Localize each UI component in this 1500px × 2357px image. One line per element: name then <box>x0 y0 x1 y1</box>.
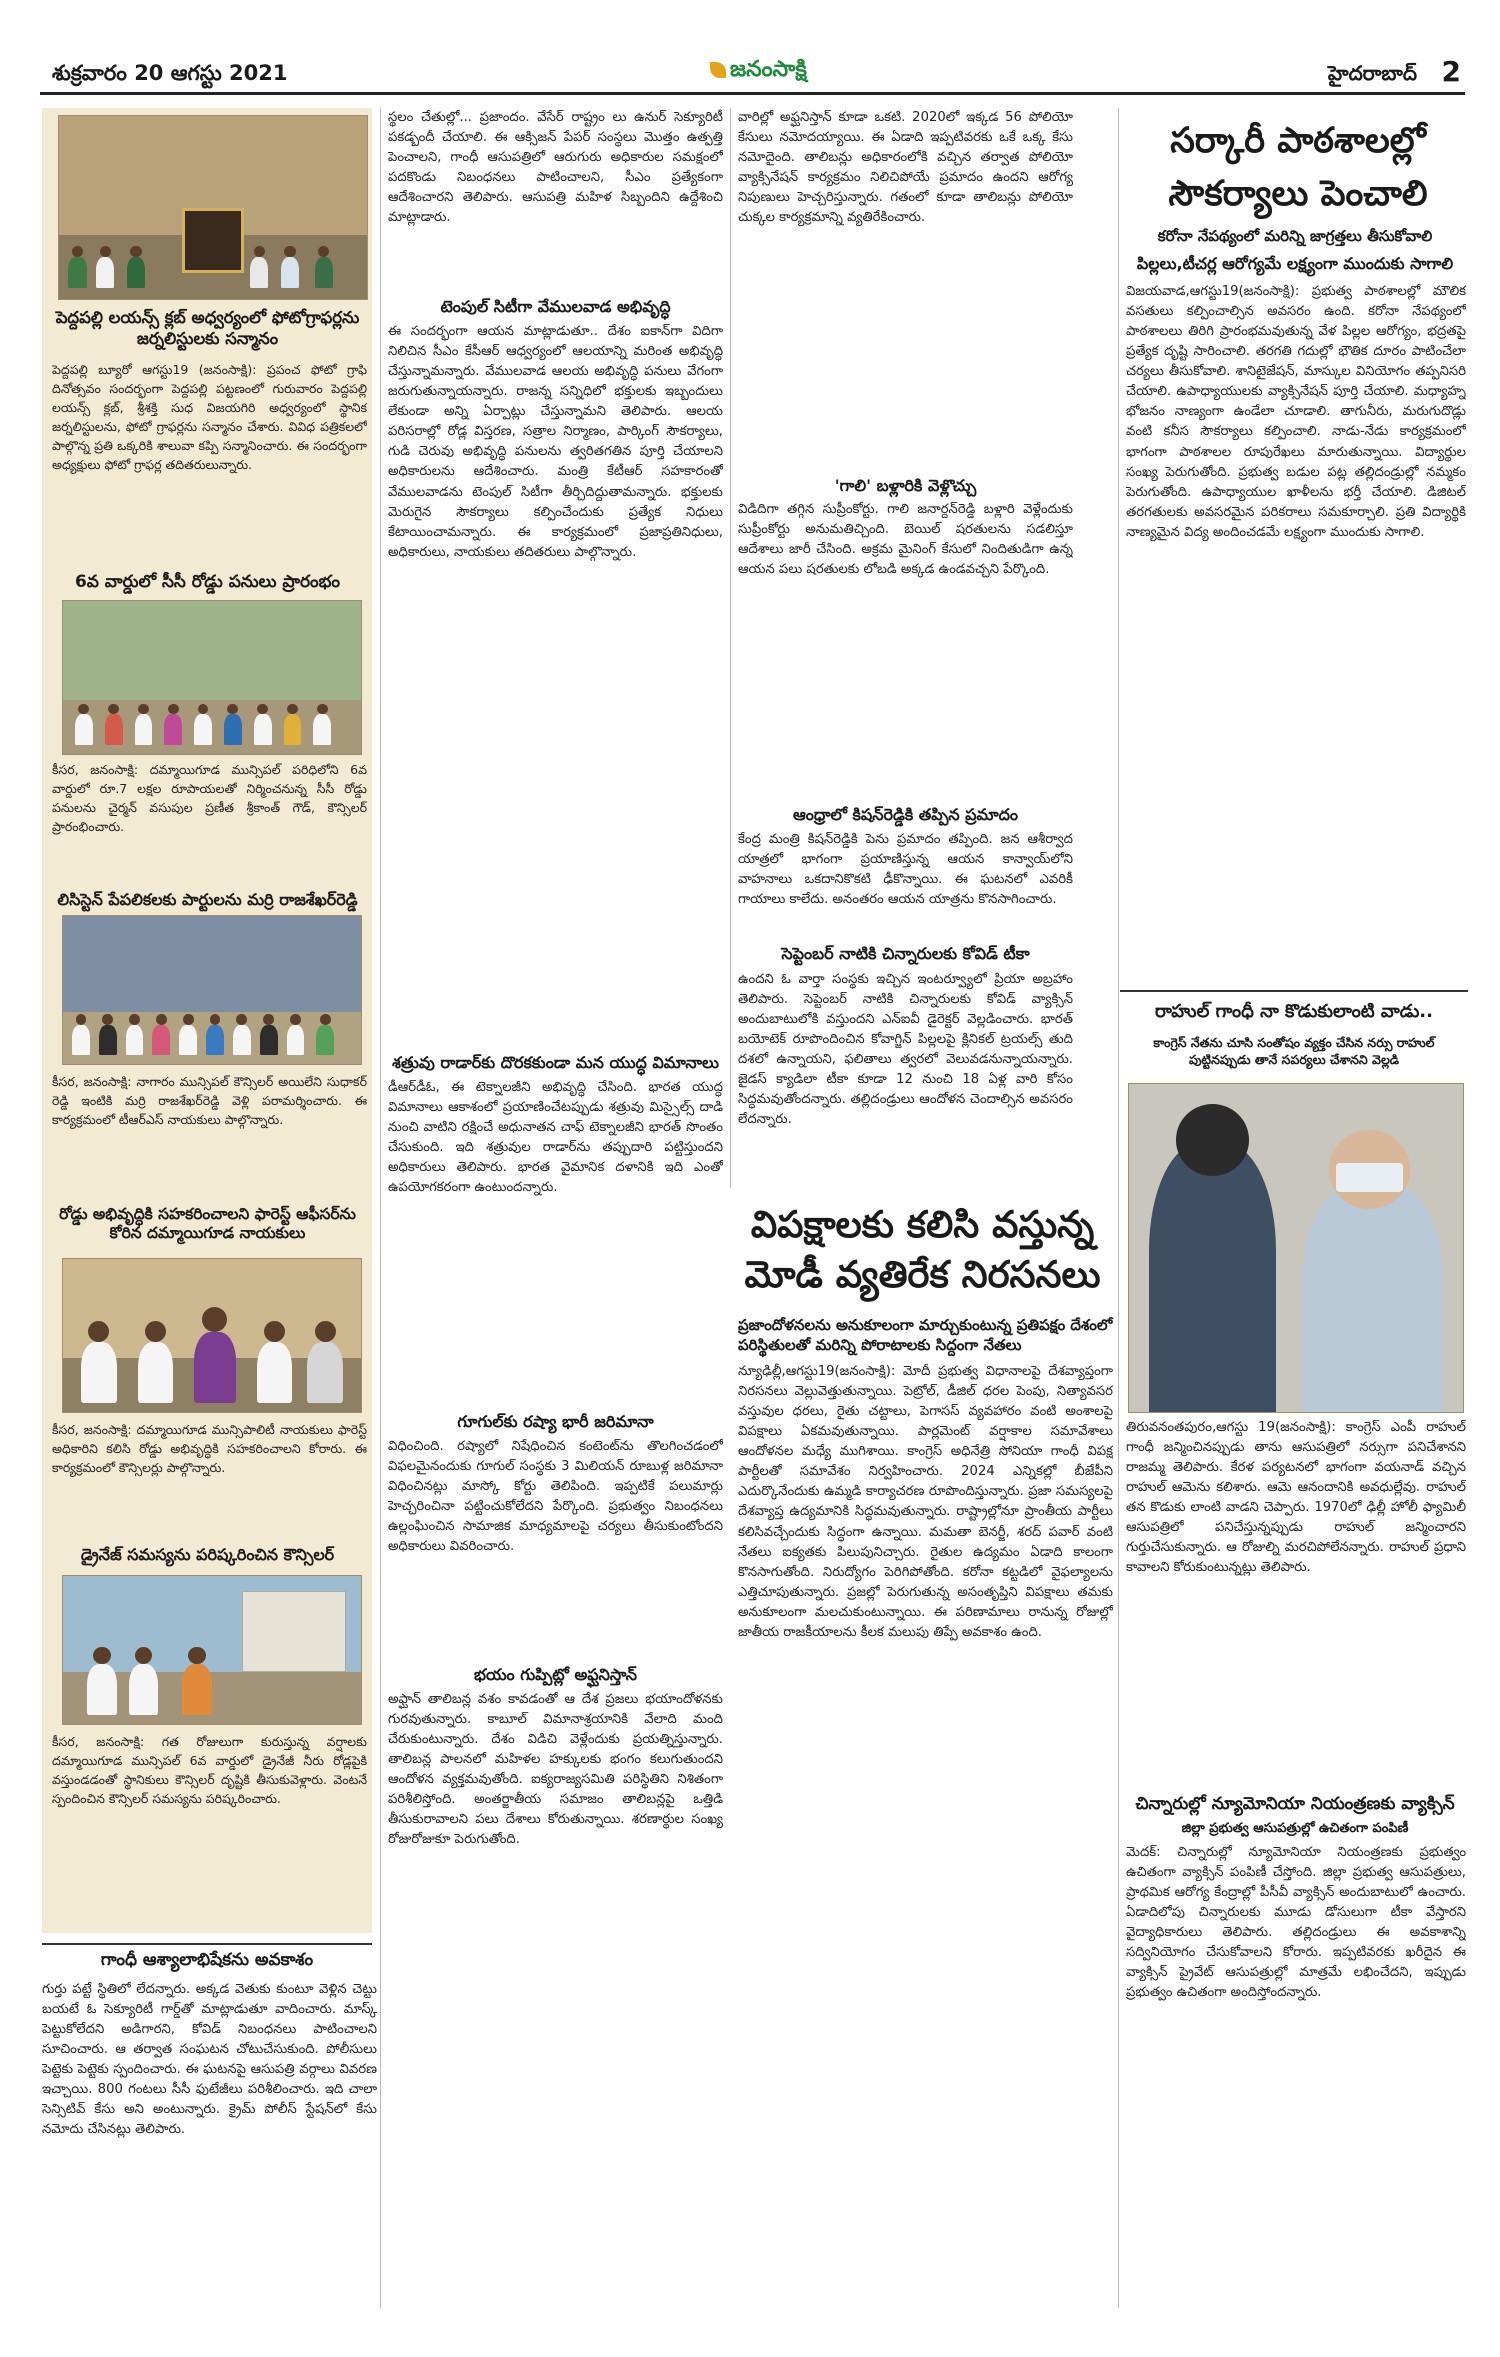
logo-text: జనంసాక్షి <box>730 57 807 82</box>
rahul-rule <box>1120 990 1468 992</box>
opposition-protests-headline: విపక్షాలకు కలిసి వస్తున్న మోడీ వ్యతిరేక నిరసనలు <box>744 1203 1101 1296</box>
drainage-headline: డ్రైనేజ్ సమస్యను పరిష్కరించిన కౌన్సిలర్ <box>80 1545 335 1564</box>
govt-schools-kicker-sub: పిల్లలు,టీచర్ల ఆరోగ్యమే లక్ష్యంగా ముందుకు సాగాలి <box>1136 254 1454 273</box>
col2-intro-article: స్థలం చేతుల్లో... ప్రజాందం. వేసేర్ రాష్ట్రం లు ఉనుర్ సెక్యూరిటీ పకడ్బందీ చేయాలి. ఈ ఆక్సిజన్ పేపర్ సంస్థలు మొత్తం ఉత్పత్తి పెంచాలని, గాంధీ ఆసుపత్రిలో ఆరుగురు అధికారుల సమక్షంలో పదకొండు నిబంధనలు పాటించాలని, సీఎం ప్రత్యేకంగా ఆదేశించారని తెలిపారు. ఆసుపత్రి మహిళ సిబ్బందిని ఉద్దేశించి మాట్లాడారు. <box>388 110 723 226</box>
photographers-felicitation-photo <box>58 115 368 300</box>
gali-bellary-article: విడిదిగా తగ్గిన సుప్రీంకోర్టు. గాలి జనార్దన్‌రెడ్డి బళ్లారి వెళ్లేందుకు సుప్రీంకోర్టు అనుమతిచ్చింది. బెయిల్ షరతులను సడలిస్తూ ఆదేశాలు జారీ చేసింది. అక్రమ మైనింగ్ కేసులో నిందితుడిగా ఉన్న ఆయన పలు షరతులకు లోబడి అక్కడ ఉండవచ్చని పేర్కొంది. <box>738 502 1073 578</box>
govt-schools-headline: సర్కారీ పాఠశాలల్లో సౌకర్యాలు పెంచాలి <box>1168 121 1428 214</box>
child-vaccine-headline: సెప్టెంబర్ నాటికి చిన్నారులకు కోవిడ్ టీకా <box>781 944 1030 963</box>
opposition-protests-article: న్యూఢిల్లీ,ఆగస్టు19(జనంసాక్షి): మోదీ ప్రభుత్వ విధానాలపై దేశవ్యాప్తంగా నిరసనలు వెల్లువెత్తుతున్నాయి. పెట్రోల్, డీజిల్ ధరల పెంపు, నిత్యావసర వస్తువుల ధరలు, రైతు చట్టాలు, పెగాసస్ వ్యవహారం వంటి అంశాలపై విపక్షాలు ఏకమవుతున్నాయి. పార్లమెంట్ వర్షాకాల సమావేశాలు ఆందోళనల మధ్యే ముగిశాయి. కాంగ్రెస్ అధినేత్రి సోనియా గాంధీ విపక్ష పార్టీలతో సమావేశం నిర్వహించారు. 2024 ఎన్నికల్లో బీజేపీని ఎదుర్కొనేందుకు ఉమ్మడి కార్యాచరణ రూపొందిస్తున్నారు. ప్రజా సమస్యలపై దేశవ్యాప్త ఉద్యమానికి సిద్ధమవుతున్నారు. రాష్ట్రాల్లోనూ ప్రాంతీయ పార్టీలు కలిసివచ్చేందుకు సిద్ధంగా ఉన్నాయి. మమతా బెనర్జీ, శరద్ పవార్ వంటి నేతలు ఐక్యతకు పిలుపునిచ్చారు. రైతుల ఉద్యమం ఏడాది కాలంగా కొనసాగుతోంది. నిరుద్యోగం పెరిగిపోతోంది. కరోనా కట్టడిలో వైఫల్యాలను ఎత్తిచూపుతున్నారు. ప్రజల్లో పెరుగుతున్న అసంతృప్తిని విపక్షాలు తమకు అనుకూలంగా మలచుకుంటున్నాయి. ఈ పరిణామాలు రానున్న రోజుల్లో జాతీయ రాజకీయాలను కీలక మలుపు తిప్పే అవకాశం ఉంది. <box>738 1364 1113 1640</box>
gali-bellary-headline: 'గాలి' బళ్లారికి వెళ్లొచ్చు <box>834 476 977 495</box>
kishan-reddy-headline: ఆంధ్రాలో కిషన్‌రెడ్డికి తప్పిన ప్రమాదం <box>792 805 1019 824</box>
rahul-nurse-kicker: కాంగ్రెస్ నేతను చూసి సంతోషం వ్యక్తం చేసిన నర్సు రాహుల్ పుట్టినప్పుడు తానే సపర్యలు చేశానని వెల్లడి <box>1153 1035 1435 1067</box>
rahul-figure <box>1149 1143 1276 1412</box>
felicitation-article: పెద్దపల్లి బ్యూరో ఆగస్టు19 (జనంసాక్షి): ప్రపంచ ఫోటో గ్రాఫి దినోత్సవం సందర్భంగా పెద్దపల్లి పట్టణంలో గురువారం పెద్దపల్లి లయన్స్ క్లబ్, శ్రీశక్తి సుధ విజయగిరి అధ్వర్యంలో స్థానిక జర్నలిస్టులను, ఫోటో గ్రాఫర్లను సన్మానం చేశారు. వివిధ పత్రికలలో పాల్గొన్న ప్రతి ఒక్కరికి శాలువా కప్పి సన్మానించారు. ఈ సందర్భంగా అధ్యక్షులు ఫోటో గ్రాఫర్ల తదితరులున్నారు. <box>52 362 367 472</box>
kishan-reddy-article: కేంద్ర మంత్రి కిషన్‌రెడ్డికి పెను ప్రమాదం తప్పింది. జన ఆశీర్వాద యాత్రలో భాగంగా ప్రయాణిస్తున్న ఆయన కాన్వాయ్‌లోని వాహనాలు ఒకదానికొకటి ఢీకొన్నాయి. ఈ ఘటనలో ఎవరికీ గాయాలు కాలేదు. అనంతరం ఆయన యాత్రను కొనసాగించారు. <box>738 832 1073 908</box>
edition-city: హైదరాబాద్ <box>1327 61 1417 85</box>
cc-road-headline: 6వ వార్డులో సీసీ రోడ్డు పనులు ప్రారంభం <box>74 572 341 592</box>
rahul-nurse-photo <box>1128 1083 1464 1413</box>
nurse-figure <box>1303 1182 1443 1412</box>
vemulawada-article: ఈ సందర్భంగా ఆయన మాట్లాడుతూ.. దేశం ఐకాన్‌గా విదిగా నిలిచిన సీఎం కేసీఆర్ ఆధ్వర్యంలో ఆలయాన్ని మరింత అభివృద్ధి చేస్తున్నామన్నారు. వేములవాడ ఆలయ అభివృద్ధి పనులు వేగంగా జరుగుతున్నాయన్నారు. రాజన్న సన్నిధిలో భక్తులకు ఇబ్బందులు లేకుండా అన్ని ఏర్పాట్లు చేస్తున్నామని తెలిపారు. ఆలయ పరిసరాల్లో రోడ్ల విస్తరణ, సత్రాల నిర్మాణం, పార్కింగ్ సౌకర్యాలు, గుడి చెరువు అభివృద్ధి పనులను త్వరితగతిన పూర్తి చేయాలని అధికారులను ఆదేశించారు. మంత్రి కేటీఆర్ సహకారంతో వేములవాడను టెంపుల్ సిటీగా తీర్చిదిద్దుతామన్నారు. భక్తులకు మెరుగైన సౌకర్యాలు కల్పించేందుకు ప్రత్యేక నిధులు కేటాయించామన్నారు. ఈ కార్యక్రమంలో ప్రజాప్రతినిధులు, అధికారులు, నాయకులు తదితరులు పాల్గొన్నారు. <box>388 324 723 560</box>
rahul-nurse-article: తిరువనంతపురం,ఆగస్టు 19(జనంసాక్షి): కాంగ్రెస్ ఎంపీ రాహుల్ గాంధీ జన్మించినప్పుడు తాను ఆసుపత్రిలో నర్సుగా పనిచేశానని రాజమ్మ తెలిపారు. కేరళ పర్యటనలో భాగంగా వయనాడ్ వచ్చిన రాహుల్ ఆమెను కలిశారు. ఆమె ఆనందానికి అవధుల్లేవు. రాహుల్ తన కొడుకు లాంటి వాడని చెప్పారు. 1970లో ఢిల్లీ హోలీ ఫ్యామిలీ ఆసుపత్రిలో పనిచేస్తున్నప్పుడు రాహుల్ జన్మించారని గుర్తుచేసుకున్నారు. ఆ రోజుల్ని మరచిపోలేనన్నారు. రాహుల్ ప్రధాని కావాలని కోరుకుంటున్నట్లు తెలిపారు. <box>1126 1420 1466 1576</box>
column-rule-2 <box>730 108 731 1188</box>
bottom-left-rule <box>42 1943 372 1945</box>
newspaper-logo <box>710 57 807 87</box>
gandhi-hospital-headline: గాంధీ ఆశ్యాలాభిషేకను అవకాశం <box>100 1950 314 1970</box>
rajasekhar-headline: లిసిస్టెన్ పేపలికలకు పార్టులను మర్రి రాజశేఖర్‌రెడ్డి <box>57 890 358 909</box>
cc-road-works-photo <box>62 600 362 755</box>
page-number: 2 <box>1441 55 1461 88</box>
forest-officer-headline: రోడ్డు అభివృద్ధికి సహకరించాలని ఫారెస్ట్ ఆఫీసర్‌ను కోరిన దమ్మాయిగూడ నాయకులు <box>59 1205 356 1243</box>
rajasekhar-visit-photo <box>62 915 362 1065</box>
drainage-article: కీసర, జనంసాక్షి: గత రోజులుగా కురుస్తున్న వర్షాలకు దమ్మాయిగూడ మున్సిపల్ 6వ వార్డులో డ్రైనేజీ నీరు రోడ్లపైకి వస్తుండడంతో స్థానికులు కౌన్సిలర్ దృష్టికి తీసుకువెళ్లారు. వెంటనే స్పందించిన కౌన్సిలర్ సమస్యను పరిష్కరించారు. <box>52 1734 367 1806</box>
logo-leaf-icon <box>710 62 726 78</box>
google-fine-headline: గూగుల్‌కు రష్యా భారీ జరిమానా <box>457 1412 654 1431</box>
polio-article: వారిల్లో అఫ్ఘనిస్తాన్ కూడా ఒకటి. 2020లో ఇక్కడ 56 పోలియో కేసులు నమోదయ్యాయి. ఈ ఏడాది ఇప్పటివరకు ఒకే ఒక్క కేసు నమోదైంది. తాలిబన్లు అధికారంలోకి వచ్చిన తర్వాత పోలియో వ్యాక్సినేషన్ కార్యక్రమం నిలిచిపోయే ప్రమాదం ఉందని ఆరోగ్య నిపుణులు హెచ్చరిస్తున్నారు. గతంలో కూడా తాలిబన్లు పోలియో చుక్కల కార్యక్రమాన్ని వ్యతిరేకించారు. <box>738 110 1073 226</box>
house-wall <box>242 1591 346 1672</box>
column-rule-3 <box>1118 108 1119 2308</box>
drainage-inspection-photo <box>62 1575 362 1725</box>
rahul-head <box>1176 1104 1249 1176</box>
column-rule-1 <box>380 108 381 2308</box>
govt-schools-kicker-top: కరోనా నేపథ్యంలో మరిన్ని జాగ్రత్తలు తీసుకోవాలి <box>1157 227 1433 245</box>
pneumonia-vaccine-article: మెదక్: చిన్నారుల్లో న్యూమోనియా నియంత్రణకు ప్రభుత్వం ఉచితంగా వ్యాక్సిన్ పంపిణీ చేస్తోంది. జిల్లా ప్రభుత్వ ఆసుపత్రులు, ప్రాథమిక ఆరోగ్య కేంద్రాల్లో పీసీవీ వ్యాక్సిన్ అందుబాటులో ఉంచారు. ఏడాదిలోపు చిన్నారులకు మూడు డోసులుగా టీకా వేస్తారని వైద్యాధికారులు తెలిపారు. తల్లిదండ్రులు ఈ అవకాశాన్ని సద్వినియోగం చేసుకోవాలని కోరారు. ఇప్పటివరకు ఖరీదైన ఈ వ్యాక్సిన్ ప్రైవేట్ ఆసుపత్రుల్లో మాత్రమే లభించేదని, ఇప్పుడు ప్రభుత్వం ఉచితంగా అందిస్తోందన్నారు. <box>1126 1845 1466 2001</box>
gandhi-hospital-article: గుర్తు పట్టే స్థితిలో లేదన్నారు. అక్కడ వెతుకు కుంటూ వెళ్లిన చెట్టు బయటే ఓ సెక్యూరిటీ గార్డ్‌తో మాట్లాడుతూ వాదించారు. మాస్క్ పెట్టుకోలేదని అడిగారని, కోవిడ్ నిబంధనలు పాటించాలని సూచించారు. ఆ తర్వాత సంఘటన చోటుచేసుకుంది. పోలీసులు పెట్టెకు పెట్టెకు స్పందించారు. ఈ ఘటనపై ఆసుపత్రి వర్గాలు వివరణ ఇచ్చాయి. 800 గంటలు సీసీ ఫుటేజీలు పరిశీలించారు. ఇది చాలా సెన్సిటివ్ కేసు అని అంటున్నారు. క్రైమ్ పోలీస్ స్టేషన్‌లో కేసు నమోదు చేసినట్లు తెలిపారు. <box>42 1982 377 2138</box>
stealth-jets-article: డీఆర్‌డీఓ, ఈ టెక్నాలజీని అభివృద్ధి చేసింది. భారత యుద్ధ విమానాలు ఆకాశంలో ప్రయాణించేటప్పుడు శత్రువు మిస్సైల్స్ దాడి నుంచి వాటిని రక్షించే అధునాతన చాఫ్ టెక్నాలజీని భారత్ సొంతం చేసుకుంది. ఇది శత్రువుల రాడార్‌ను తప్పుదారి పట్టిస్తుందని అధికారులు తెలిపారు. భారత వైమానిక దళానికి ఇది ఎంతో ఉపయోగకరంగా ఉంటుందన్నారు. <box>388 1080 723 1196</box>
forest-officer-meeting-photo <box>62 1258 362 1413</box>
govt-schools-article: విజయవాడ,ఆగస్టు19(జనంసాక్షి): ప్రభుత్వ పాఠశాలల్లో మౌలిక వసతులు కల్పించాల్సిన అవసరం ఉంది. కరోనా నేపథ్యంలో పాఠశాలలు తిరిగి ప్రారంభమవుతున్న వేళ పిల్లల ఆరోగ్యం, భద్రతపై ప్రత్యేక దృష్టి సారించాలి. తరగతి గదుల్లో భౌతిక దూరం పాటించేలా చర్యలు తీసుకోవాలి. శానిటైజేషన్, మాస్కుల వినియోగం తప్పనిసరి చేయాలి. ఉపాధ్యాయులకు వ్యాక్సినేషన్ పూర్తి చేయాలి. మధ్యాహ్న భోజనం నాణ్యంగా ఉండేలా చూడాలి. తాగునీరు, మరుగుదొడ్లు వంటి కనీస సౌకర్యాలు కల్పించాలి. నాడు-నేడు కార్యక్రమంలో భాగంగా పాఠశాలల రూపురేఖలు మారుతున్నాయి. విద్యార్థుల సంఖ్య పెరుగుతోంది. ప్రభుత్వ బడుల పట్ల తల్లిదండ్రుల్లో నమ్మకం పెరుగుతోంది. ఉపాధ్యాయుల ఖాళీలను భర్తీ చేయాలి. డిజిటల్ తరగతులకు అవసరమైన పరికరాలు సమకూర్చాలి. ప్రతి విద్యార్థికి నాణ్యమైన విద్య అందించడమే లక్ష్యంగా ముందుకు సాగాలి. <box>1126 284 1466 540</box>
stealth-jets-headline: శత్రువు రాడార్‌కు దొరకకుండా మన యుద్ధ విమానాలు <box>392 1053 719 1072</box>
forest-officer-article: కీసర, జనంసాక్షి: దమ్మాయిగూడ మున్సిపాలిటీ నాయకులు ఫారెస్ట్ అధికారిని కలిసి రోడ్డు అభివృద్ధికి సహకరించాలని కోరారు. ఈ కార్యక్రమంలో కౌన్సిలర్లు పాల్గొన్నారు. <box>52 1422 367 1475</box>
pneumonia-vaccine-headline: చిన్నారుల్లో న్యూమోనియా నియంత్రణకు వ్యాక్సిన్ <box>1135 1794 1455 1814</box>
afghanistan-article: అఫ్ఘాన్ తాలిబన్ల వశం కావడంతో ఆ దేశ ప్రజలు భయాందోళనకు గురవుతున్నారు. కాబూల్ విమానాశ్రయానికి వేలాది మంది చేరుకుంటున్నారు. దేశం విడిచి వెళ్లేందుకు ప్రయత్నిస్తున్నారు. తాలిబన్ల పాలనలో మహిళల హక్కులకు భంగం కలుగుతుందని ఆందోళన వ్యక్తమవుతోంది. ఐక్యరాజ్యసమితి పరిస్థితిని నిశితంగా పరిశీలిస్తోంది. అంతర్జాతీయ సమాజం తాలిబన్లపై ఒత్తిడి తీసుకురావాలని పలు దేశాలు కోరుతున్నాయి. శరణార్థుల సంఖ్య రోజురోజుకూ పెరుగుతోంది. <box>388 1692 723 1848</box>
felicitation-headline: పెద్దపల్లి లయన్స్ క్లబ్ అధ్వర్యంలో ఫోటోగ్రాఫర్లను జర్నలిస్టులకు సన్మానం <box>55 308 360 348</box>
rajasekhar-article: కీసర, జనంసాక్షి: నాగారం మున్సిపల్ కౌన్సిలర్ అయిలేని సుధాకర్ రెడ్డి ఇంటికి మర్రి రాజశేఖర్‌రెడ్డి వెళ్లి పరామర్శించారు. ఈ కార్యక్రమంలో టీఆర్ఎస్ నాయకులు పాల్గొన్నారు. <box>52 1074 367 1127</box>
opposition-protests-kicker: ప్రజాందోళనలను అనుకూలంగా మార్చుకుంటున్న ప్రతిపక్షం దేశంలో పరిస్థితులతో మరిన్ని పోరాటాలకు సిద్దంగా నేతలు <box>738 1316 1113 1355</box>
afghanistan-headline: భయం గుప్పిట్లో అఫ్ఘనిస్తాన్ <box>473 1665 638 1684</box>
issue-date: శుక్రవారం 20 ఆగస్టు 2021 <box>52 61 288 85</box>
vemulawada-headline: టెంపుల్ సిటీగా వేములవాడ అభివృద్ధి <box>440 297 671 316</box>
framed-portrait <box>182 208 244 274</box>
rahul-nurse-headline: రాహుల్ గాంధీ నా కొడుకులాంటి వాడు.. <box>1155 1001 1433 1022</box>
child-vaccine-article: ఉందని ఓ వార్తా సంస్థకు ఇచ్చిన ఇంటర్వ్యూలో ప్రియా అబ్రహాం తెలిపారు. సెప్టెంబర్ నాటికి చిన్నారులకు కోవిడ్ వ్యాక్సిన్ అందుబాటులోకి వస్తుందని ఎన్ఐవీ డైరెక్టర్ వెల్లడించారు. భారత్ బయోటెక్ రూపొందించిన కోవాగ్జిన్ పిల్లలపై క్లినికల్ ట్రయల్స్ తుది దశలో ఉన్నాయని, ఫలితాలు త్వరలో వెలువడనున్నాయన్నారు. జైడస్ క్యాడిలా టీకా కూడా 12 నుంచి 18 ఏళ్ల వారి కోసం సిద్ధమవుతోందన్నారు. తల్లిదండ్రులు ఆందోళన చెందాల్సిన అవసరం లేదన్నారు. <box>738 972 1073 1128</box>
pneumonia-vaccine-kicker: జిల్లా ప్రభుత్వ ఆసుపత్రుల్లో ఉచితంగా పంపిణీ <box>1181 1821 1409 1836</box>
nurse-mask <box>1336 1163 1403 1193</box>
cc-road-article: కీసర, జనంసాక్షి: దమ్మాయిగూడ మున్సిపల్ పరిధిలోని 6వ వార్డులో రూ.7 లక్షల రూపాయలతో నిర్మించనున్న సీసీ రోడ్డు పనులను చైర్మన్ వసుపుల ప్రణీత శ్రీకాంత్ గౌడ్, కౌన్సిలర్ ప్రారంభించారు. <box>52 762 367 834</box>
masthead <box>40 55 1465 95</box>
google-fine-article: విధించింది. రష్యాలో నిషేధించిన కంటెంట్‌ను తొలగించడంలో విఫలమైనందుకు గూగుల్ సంస్థకు 3 మిలియన్ రూబుళ్ల జరిమానా విధించినట్లు మాస్కో కోర్టు తెలిపింది. ఇప్పటికే పలుమార్లు హెచ్చరించినా పట్టించుకోలేదని పేర్కొంది. ప్రభుత్వం నిబంధనలు ఉల్లంఘించిన సామాజిక మాధ్యమాలపై చర్యలు తీసుకుంటోందని అధికారులు వివరించారు. <box>388 1439 723 1555</box>
